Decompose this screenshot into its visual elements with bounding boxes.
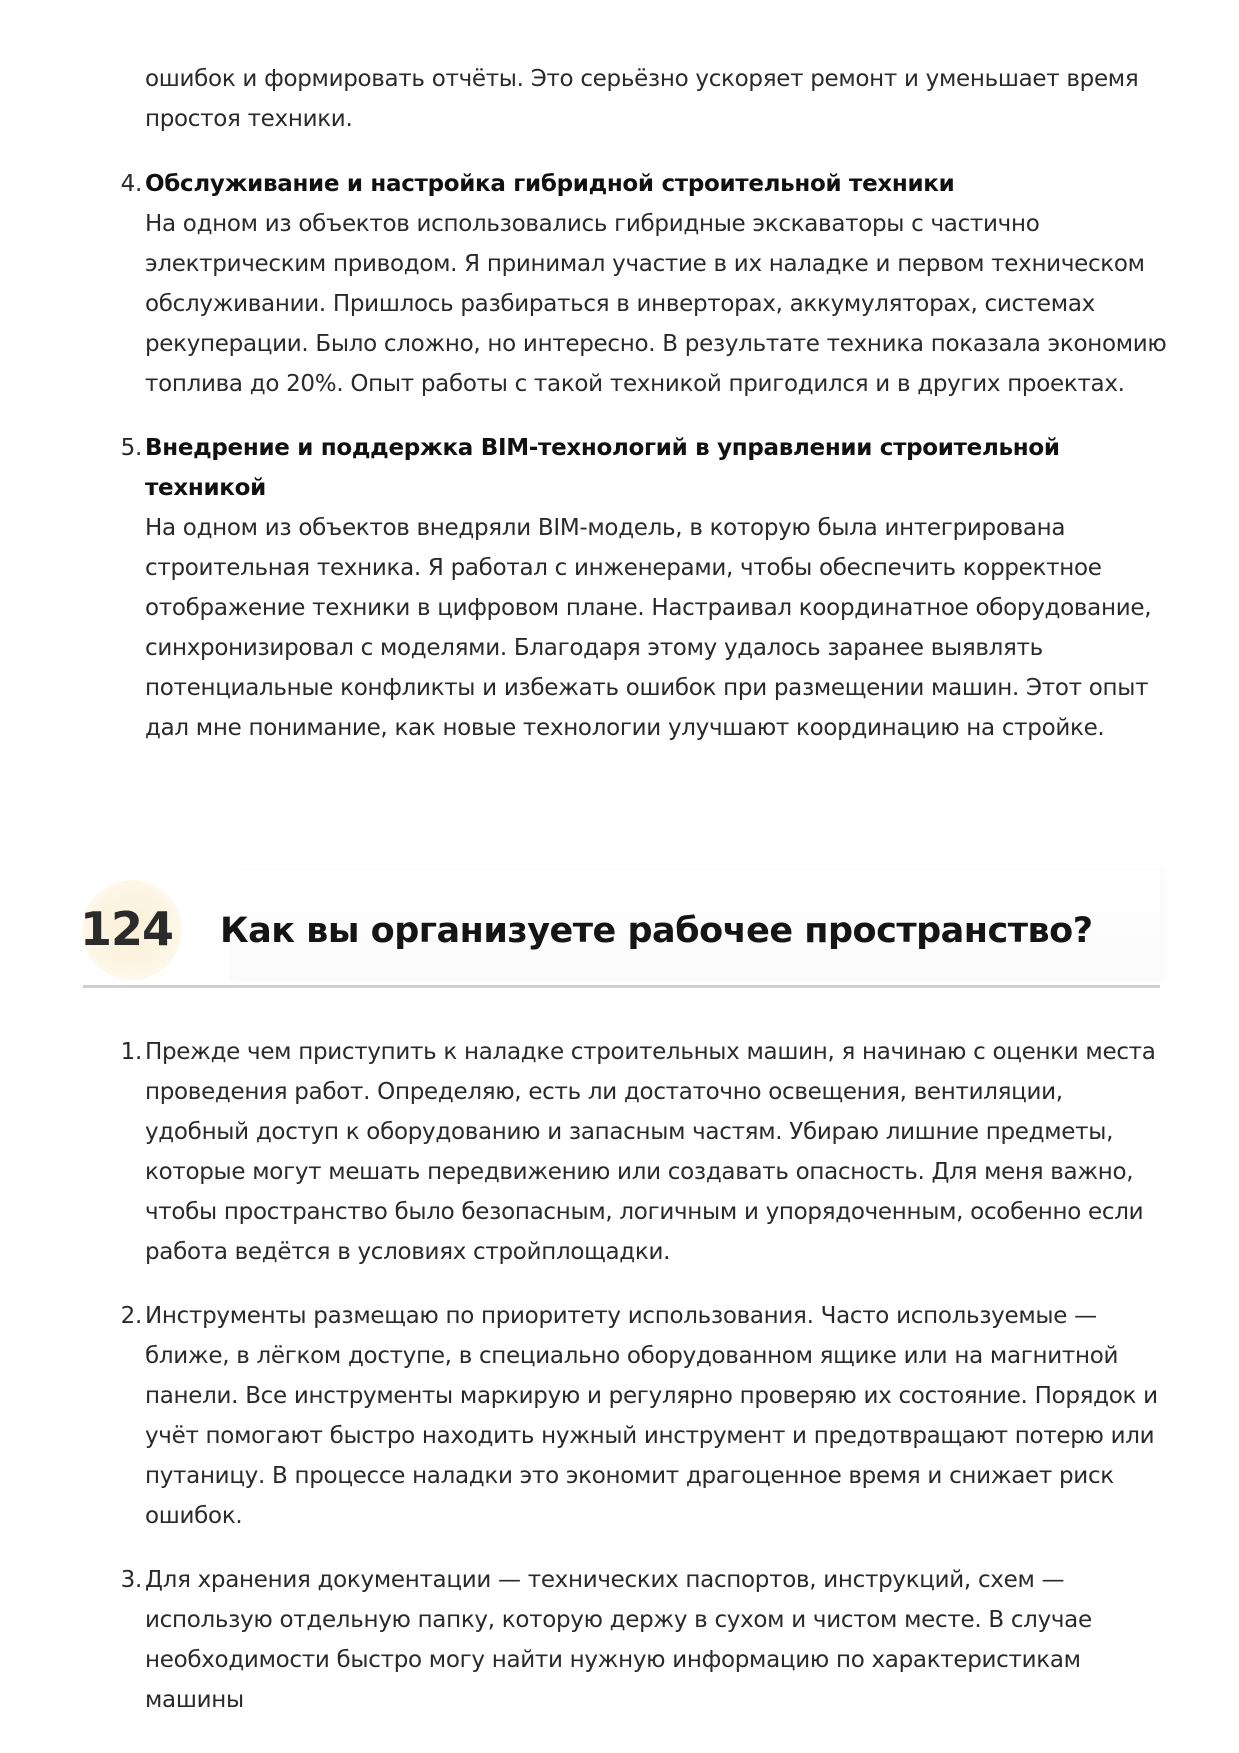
item-number: 1.: [120, 1039, 142, 1065]
item-number: 3.: [120, 1567, 142, 1593]
item-title: Обслуживание и настройка гибридной строительной техники: [145, 171, 955, 197]
heading-divider: [83, 985, 1160, 988]
list-item: [110, 428, 1170, 748]
item-text: На одном из объектов внедряли BIM-модель, в которую была интегрирована строительная техника. Я работал с инженерами, чтобы обеспечить корректное отображение техники в цифровом плане. Настраивал координатное оборудование, синхронизировал с моделями. Благодаря этому удалось заранее выявлять потенциальные конфликты и избежать ошибок при размещении машин. Этот опыт дал мне понимание, как новые технологии улучшают координацию на стройке.: [145, 515, 1152, 741]
question-heading: [80, 870, 1160, 990]
continuation-text: ошибок и формировать отчёты. Это серьёзно ускоряет ремонт и уменьшает время простоя техники.: [145, 66, 1139, 132]
list-item: [110, 1032, 1170, 1272]
item-number: 5.: [120, 435, 142, 461]
item-number: 4.: [120, 171, 142, 197]
item-title: Внедрение и поддержка BIM-технологий в управлении строительной техникой: [145, 435, 1060, 501]
list-item: [110, 164, 1170, 404]
item-number: 2.: [120, 1303, 142, 1329]
question-title: Как вы организуете рабочее пространство?: [220, 911, 1093, 951]
list-item: [110, 1560, 1170, 1720]
continuation-paragraph: [145, 59, 1160, 139]
list-item: [110, 1296, 1170, 1536]
item-text: Для хранения документации — технических паспортов, инструкций, схем — использую отдельную папку, которую держу в сухом и чистом месте. В случае необходимости быстро могу найти нужную информацию по характеристикам машины: [145, 1567, 1092, 1713]
item-text: Инструменты размещаю по приоритету использования. Часто используемые — ближе, в лёгком доступе, в специально оборудованном ящике или на магнитной панели. Все инструменты маркирую и регулярно проверяю их состояние. Порядок и учёт помогают быстро находить нужный инструмент и предотвращают потерю или путаницу. В процессе наладки это экономит драгоценное время и снижает риск ошибок.: [145, 1303, 1158, 1529]
item-text: Прежде чем приступить к наладке строительных машин, я начинаю с оценки места проведения работ. Определяю, есть ли достаточно освещения, вентиляции, удобный доступ к оборудованию и запасным частям. Убираю лишние предметы, которые могут мешать передвижению или создавать опасность. Для меня важно, чтобы пространство было безопасным, логичным и упорядоченным, особенно если работа ведётся в условиях стройплощадки.: [145, 1039, 1156, 1265]
item-text: На одном из объектов использовались гибридные экскаваторы с частично электрическим приводом. Я принимал участие в их наладке и первом техническом обслуживании. Пришлось разбираться в инверторах, аккумуляторах, системах рекуперации. Было сложно, но интересно. В результате техника показала экономию топлива до 20%. Опыт работы с такой техникой пригодился и в других проектах.: [145, 211, 1167, 397]
question-number: 124: [80, 902, 174, 956]
